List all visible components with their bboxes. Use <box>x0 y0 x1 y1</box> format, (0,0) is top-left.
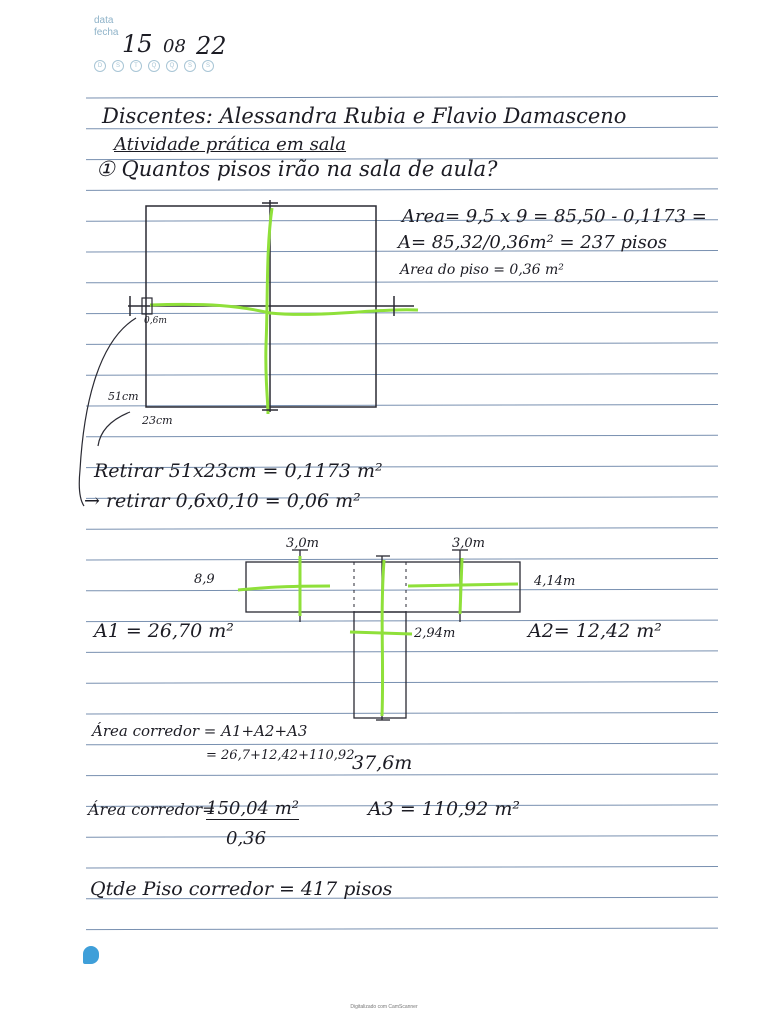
corridor-stem <box>354 612 406 718</box>
area-calc: Area= 9,5 x 9 = 85,50 - 0,1173 = <box>402 206 707 227</box>
green-highlight <box>350 632 412 634</box>
camscanner-logo-icon <box>83 946 99 964</box>
tile-division: A= 85,32/0,36m² = 237 pisos <box>398 232 667 253</box>
corridor-tiles-numerator: 150,04 m² <box>206 798 299 819</box>
area-a2: A2= 12,42 m² <box>528 620 662 642</box>
dim-top-right: 3,0m <box>452 536 486 551</box>
result-qty: Qtde Piso corredor = 417 pisos <box>90 878 393 900</box>
area-a3: A3 = 110,92 m² <box>368 798 520 820</box>
removal-line-2: → retirar 0,6x0,10 = 0,06 m² <box>84 490 361 512</box>
weekday: Q <box>166 60 178 72</box>
weekday: S <box>202 60 214 72</box>
date-year: 22 <box>196 32 227 60</box>
weekday: D <box>94 60 106 72</box>
date-label: data <box>94 15 114 26</box>
corridor-tiles-denominator: 0,36 <box>226 828 267 849</box>
dim-right: 4,14m <box>534 574 576 589</box>
green-highlight <box>382 560 384 716</box>
dim-left: 8,9 <box>194 572 215 587</box>
students-line: Discentes: Alessandra Rubia e Flavio Damasceno <box>102 104 627 128</box>
weekday: Q <box>148 60 160 72</box>
green-highlight <box>460 558 462 614</box>
dim-middle: 2,94m <box>414 626 456 641</box>
activity-line: Atividade prática em sala <box>114 134 347 155</box>
weekday: S <box>184 60 196 72</box>
corner-label-2: 23cm <box>142 414 173 427</box>
removal-line-1: Retirar 51x23cm = 0,1173 m² <box>94 460 383 482</box>
tile-area: Area do piso = 0,36 m² <box>400 262 564 278</box>
weekday: T <box>130 60 142 72</box>
dim-top-left: 3,0m <box>286 536 320 551</box>
area-a1: A1 = 26,70 m² <box>94 620 234 642</box>
date-month: 08 <box>163 36 186 57</box>
corridor-sum: = 26,7+12,42+110,92 <box>206 748 355 763</box>
corridor-tiles-label: Área corredor= <box>88 800 216 819</box>
date-day: 15 <box>122 30 153 58</box>
green-highlight <box>238 586 330 590</box>
weekday: S <box>112 60 124 72</box>
corridor-formula: Área corredor = A1+A2+A3 <box>92 722 308 740</box>
date-label-alt: fecha <box>94 27 119 38</box>
corner-label: 51cm <box>108 390 139 403</box>
green-highlight <box>408 584 518 586</box>
notch-label: 0,6m <box>144 316 167 326</box>
corridor-extra: 37,6m <box>352 752 413 774</box>
scanner-footer: Digitalizado com CamScanner <box>350 1004 418 1010</box>
question-line: ① Quantos pisos irão na sala de aula? <box>96 157 498 181</box>
